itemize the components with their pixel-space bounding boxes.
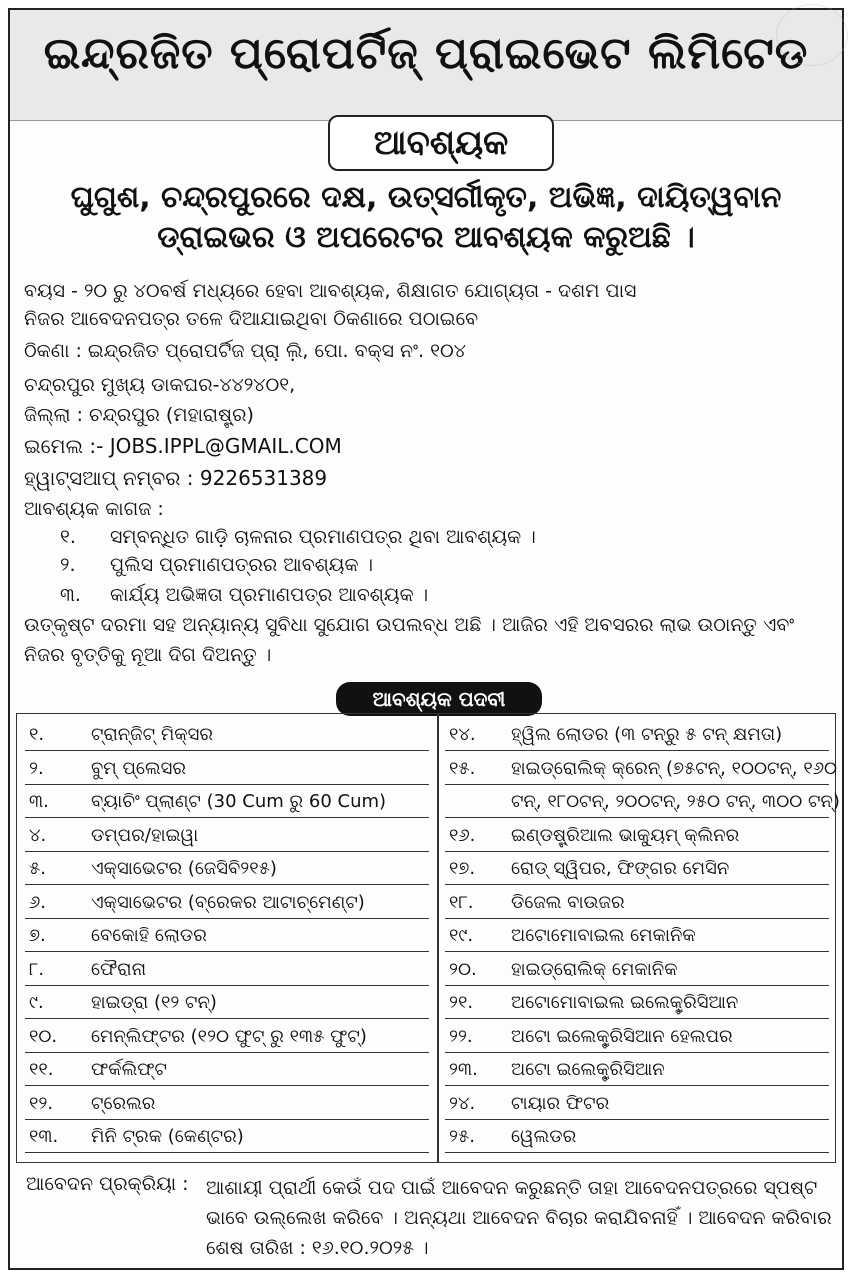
position-row	[25, 1020, 429, 1053]
documents-title: ଆବଶ୍ୟକ କାଗଜ :	[24, 498, 164, 520]
address-line-1: ଠିକଣା : ଇନ୍ଦ୍ରଜିତ ପ୍ରୋପର୍ଟିଜ ପ୍ରା଼ ଲି଼, ପୋ. ବକ୍ସ ନଂ. ୧୦୪	[24, 340, 466, 362]
position-number: ୨.	[29, 757, 44, 779]
email-line[interactable]: ଇମେଲ :- JOBS.IPPL@GMAIL.COM	[24, 434, 342, 458]
document-text: ସମ୍ବନ୍ଧିତ ଗାଡ଼ି ଚାଳନାର ପ୍ରମାଣପତ୍ର ଥିବା ଆବଶ୍ୟକ ।	[110, 526, 536, 548]
apply-process-text: ଆଶାୟୀ ପ୍ରାର୍ଥୀ କେଉଁ ପଦ ପାଇଁ ଆବେଦନ କରୁଛନ୍ତି ତାହା ଆବେଦନପତ୍ରରେ ସ୍ପଷ୍ଟ ଭାବେ ଉଲ୍ଲେଖ କରିବେ । ଅନ୍ୟଥା ଆବେଦନ ବିଚାର କରାଯିବନାହିଁ । ଆବେଦନ କରିବାର ଶେଷ ତାରିଖ : ୧୬.୧୦.୨୦୨୫ ।	[206, 1177, 832, 1259]
stamp-mark	[776, 4, 848, 66]
position-row	[25, 1053, 429, 1086]
document-text: ପୁଲିସ ପ୍ରମାଣପତ୍ରର ଆବଶ୍ୟକ ।	[110, 554, 374, 576]
position-number: ୨୪.	[449, 1092, 476, 1114]
position-name: ହାଇଡ୍ରୋଲିକ୍ ମେକାନିକ	[511, 958, 678, 980]
position-number: ୧୩.	[29, 1126, 59, 1147]
position-row	[25, 1087, 429, 1120]
position-name: ବେକୋହି ଲୋଡର	[91, 925, 207, 946]
position-row	[445, 886, 829, 919]
position-row	[25, 986, 429, 1019]
position-row	[445, 752, 838, 785]
position-name: ଅଟୋମୋବାଇଲ ଇଲେକ୍ଟ୍ରିସିଆନ	[511, 992, 739, 1013]
position-row	[445, 1053, 829, 1086]
position-row	[445, 1020, 829, 1053]
position-name: ହ୍ୱିଲ ଲୋଡର (୩ ଟନ୍‌ରୁ ୫ ଟନ୍ କ୍ଷମତା)	[511, 724, 783, 745]
headline	[30, 178, 822, 258]
document-number: ୧.	[60, 526, 76, 548]
position-name: ବ୍ୟାଚିଂ ପ୍ଲାଣ୍ଟ (30 Cum ରୁ 60 Cum)	[91, 791, 387, 812]
position-number: ୧.	[29, 724, 45, 745]
position-row	[25, 1120, 429, 1153]
document-text: କାର୍ଯ୍ୟ ଅଭିଜ୍ଞତା ପ୍ରମାଣପତ୍ର ଆବଶ୍ୟକ ।	[110, 584, 429, 606]
document-number: ୩.	[60, 584, 81, 606]
company-banner	[10, 10, 842, 121]
whatsapp-line[interactable]: ହ୍ୱାଟ୍ସଆପ୍ ନମ୍ବର : 9226531389	[24, 466, 328, 490]
position-number: ୨୧.	[449, 992, 474, 1013]
position-row	[25, 953, 429, 986]
position-number: ୧୬.	[449, 824, 476, 846]
position-number: ୧୫.	[449, 757, 476, 779]
position-number: ୯.	[29, 992, 44, 1013]
position-row	[445, 1120, 829, 1153]
address-line-2: ଚନ୍ଦ୍ରପୁର ମୁଖ୍ୟ ଡାକଘର-୪୪୨୪୦୧,	[24, 374, 296, 396]
document-item	[60, 526, 536, 548]
document-number: ୨.	[60, 554, 76, 576]
position-row	[25, 718, 429, 751]
position-name: ଇଣ୍ଡଷ୍ଟ୍ରିଆଲ ଭାକ୍ୟୁମ୍ କ୍ଲିନର	[511, 824, 740, 846]
position-number: ୫.	[29, 858, 46, 879]
position-name: ଏକ୍ସାଭେଟର (ଜେସିବି୨୧୫)	[91, 858, 277, 879]
position-row	[445, 718, 829, 751]
document-item	[60, 584, 428, 606]
advertisement-frame	[8, 8, 844, 1270]
position-name: ଡମ୍ପର/ହାଇୱା	[91, 824, 199, 846]
position-number: ୭.	[29, 925, 46, 946]
headline-line-2: ଡ୍ରାଇଭର ଓ ଅପରେଟର ଆବଶ୍ୟକ କରୁଅଛି ।	[157, 220, 695, 255]
age-qualification: ବୟସ - ୨୦ ରୁ ୪୦ବର୍ଷ ମଧ୍ୟରେ ହେବା ଆବଶ୍ୟକ, ଶିକ୍ଷାଗତ ଯୋଗ୍ୟତା - ଦଶମ ପାସ	[24, 280, 637, 302]
position-name: ହାଇଡ୍ରୋଲିକ୍ କ୍ରେନ୍ (୭୫ଟନ୍, ୧୦୦ଟନ୍, ୧୬୦	[511, 757, 838, 779]
position-number: ୧୪.	[449, 724, 476, 745]
position-row	[25, 886, 429, 919]
position-name: ଟ୍ରାନ୍‌ଜିଟ୍ ମିକ୍ସର	[91, 724, 213, 745]
position-name: ଟ୍ରେଲର	[91, 1092, 156, 1114]
position-number: ୮.	[29, 958, 45, 980]
position-number: ୨୫.	[449, 1126, 475, 1147]
position-row	[445, 986, 829, 1019]
position-row	[25, 852, 429, 885]
send-instruction: ନିଜର ଆବେଦନପତ୍ର ତଳେ ଦିଆଯାଇଥିବା ଠିକଣାରେ ପଠାଇବେ	[24, 308, 479, 330]
position-number: ୩.	[29, 791, 49, 812]
position-number: ୧୯.	[449, 925, 474, 946]
district-line: ଜିଲ୍ଲା : ଚନ୍ଦ୍ରପୁର (ମହାରାଷ୍ଟ୍ର)	[24, 404, 254, 426]
benefits-line-1: ଉତ୍କୃଷ୍ଟ ଦରମା ସହ ଅନ୍ୟାନ୍ୟ ସୁବିଧା ସୁଯୋଗ ଉପଲବ୍ଧ ଅଛି । ଆଜିର ଏହି ଅବସରର ଲାଭ ଉଠାନ୍ତୁ ଏବଂ	[24, 614, 795, 636]
position-row	[445, 785, 840, 818]
position-name: ବୁମ୍ ପ୍ଲେସର	[91, 757, 186, 779]
position-row	[445, 852, 829, 885]
positions-table	[16, 713, 840, 1163]
headline-line-1: ଘୁଗୁଶ, ଚନ୍ଦ୍ରପୁରରେ ଦକ୍ଷ, ଉତ୍ସର୍ଗୀକୃତ, ଅଭିଜ୍ଞ, ଦାୟିତ୍ୱବାନ	[70, 180, 782, 215]
company-title: ଇନ୍ଦ୍ରଜିତ ପ୍ରୋପର୍ଟିଜ୍ ପ୍ରାଇଭେଟ ଲିମିଟେଡ	[43, 28, 809, 79]
position-name: ମିନି ଟ୍ରକ (କେଣ୍ଟର)	[91, 1126, 244, 1147]
position-name: ଡିଜେଲ ବାଉଜର	[511, 891, 625, 913]
position-number: ୨୦.	[449, 958, 477, 980]
position-name: ଫର୍କଲିଫ୍ଟ	[91, 1059, 167, 1080]
position-number: ୧୨.	[29, 1092, 54, 1114]
position-name: ରୋଡ୍ ସ୍ୱିପର, ଫିଙ୍ଗର ମେସିନ	[511, 858, 730, 879]
positions-title: ଆବଶ୍ୟକ ପଦବୀ	[336, 682, 542, 716]
position-name: ଏକ୍ସାଭେଟର (ବ୍ରେକର ଆଟାଚ୍‌ମେଣ୍ଟ)	[91, 891, 365, 913]
position-name: ହାଇଡ୍ରା (୧୨ ଟନ୍)	[91, 992, 217, 1013]
position-number: ୧୭.	[449, 858, 476, 879]
position-number: ୨୨.	[449, 1025, 473, 1047]
column-divider	[437, 714, 439, 1162]
position-row	[445, 1087, 829, 1120]
benefits-line-2: ନିଜର ବୃତ୍ତିକୁ ନୂଆ ଦିଗ ଦିଅନ୍ତୁ ।	[24, 644, 272, 666]
position-number: ୪.	[29, 824, 47, 846]
position-row	[25, 919, 429, 952]
position-name: ୱେଲଡର	[511, 1126, 577, 1147]
position-row	[25, 752, 429, 785]
position-name: ମେନ୍‌ଲିଫ୍ଟର (୧୨୦ ଫୁଟ୍ ରୁ ୧୩୫ ଫୁଟ୍)	[91, 1025, 367, 1047]
position-name: ଫୈରାନା	[91, 958, 147, 980]
position-name: ଟାୟାର ଫିଟର	[511, 1092, 610, 1114]
apply-process-label: ଆବେଦନ ପ୍ରକ୍ରିୟା :	[26, 1173, 189, 1195]
position-number: ୨୩.	[449, 1059, 478, 1080]
position-row	[25, 785, 429, 818]
position-row	[445, 919, 829, 952]
document-item	[60, 554, 373, 576]
position-number: ୧୧.	[29, 1059, 54, 1080]
position-number: ୧୮.	[449, 891, 474, 913]
position-number: ୬.	[29, 891, 47, 913]
position-number: ୧୦.	[29, 1025, 58, 1047]
position-name: ଟନ୍, ୧୮୦ଟନ୍, ୨୦୦ଟନ୍, ୨୫୦ ଟନ୍, ୩୦୦ ଟନ୍)	[511, 791, 840, 812]
position-row	[25, 819, 429, 852]
position-name: ଅଟୋ ଇଲେକ୍ଟ୍ରିସିଆନ ହେଲପର	[511, 1025, 733, 1047]
position-name: ଅଟୋ ଇଲେକ୍ଟ୍ରିସିଆନ	[511, 1059, 665, 1080]
position-name: ଅଟୋମୋବାଇଲ ମେକାନିକ	[511, 925, 696, 946]
position-row	[445, 953, 829, 986]
position-row	[445, 819, 829, 852]
required-badge: ଆବଶ୍ୟକ	[328, 115, 554, 171]
